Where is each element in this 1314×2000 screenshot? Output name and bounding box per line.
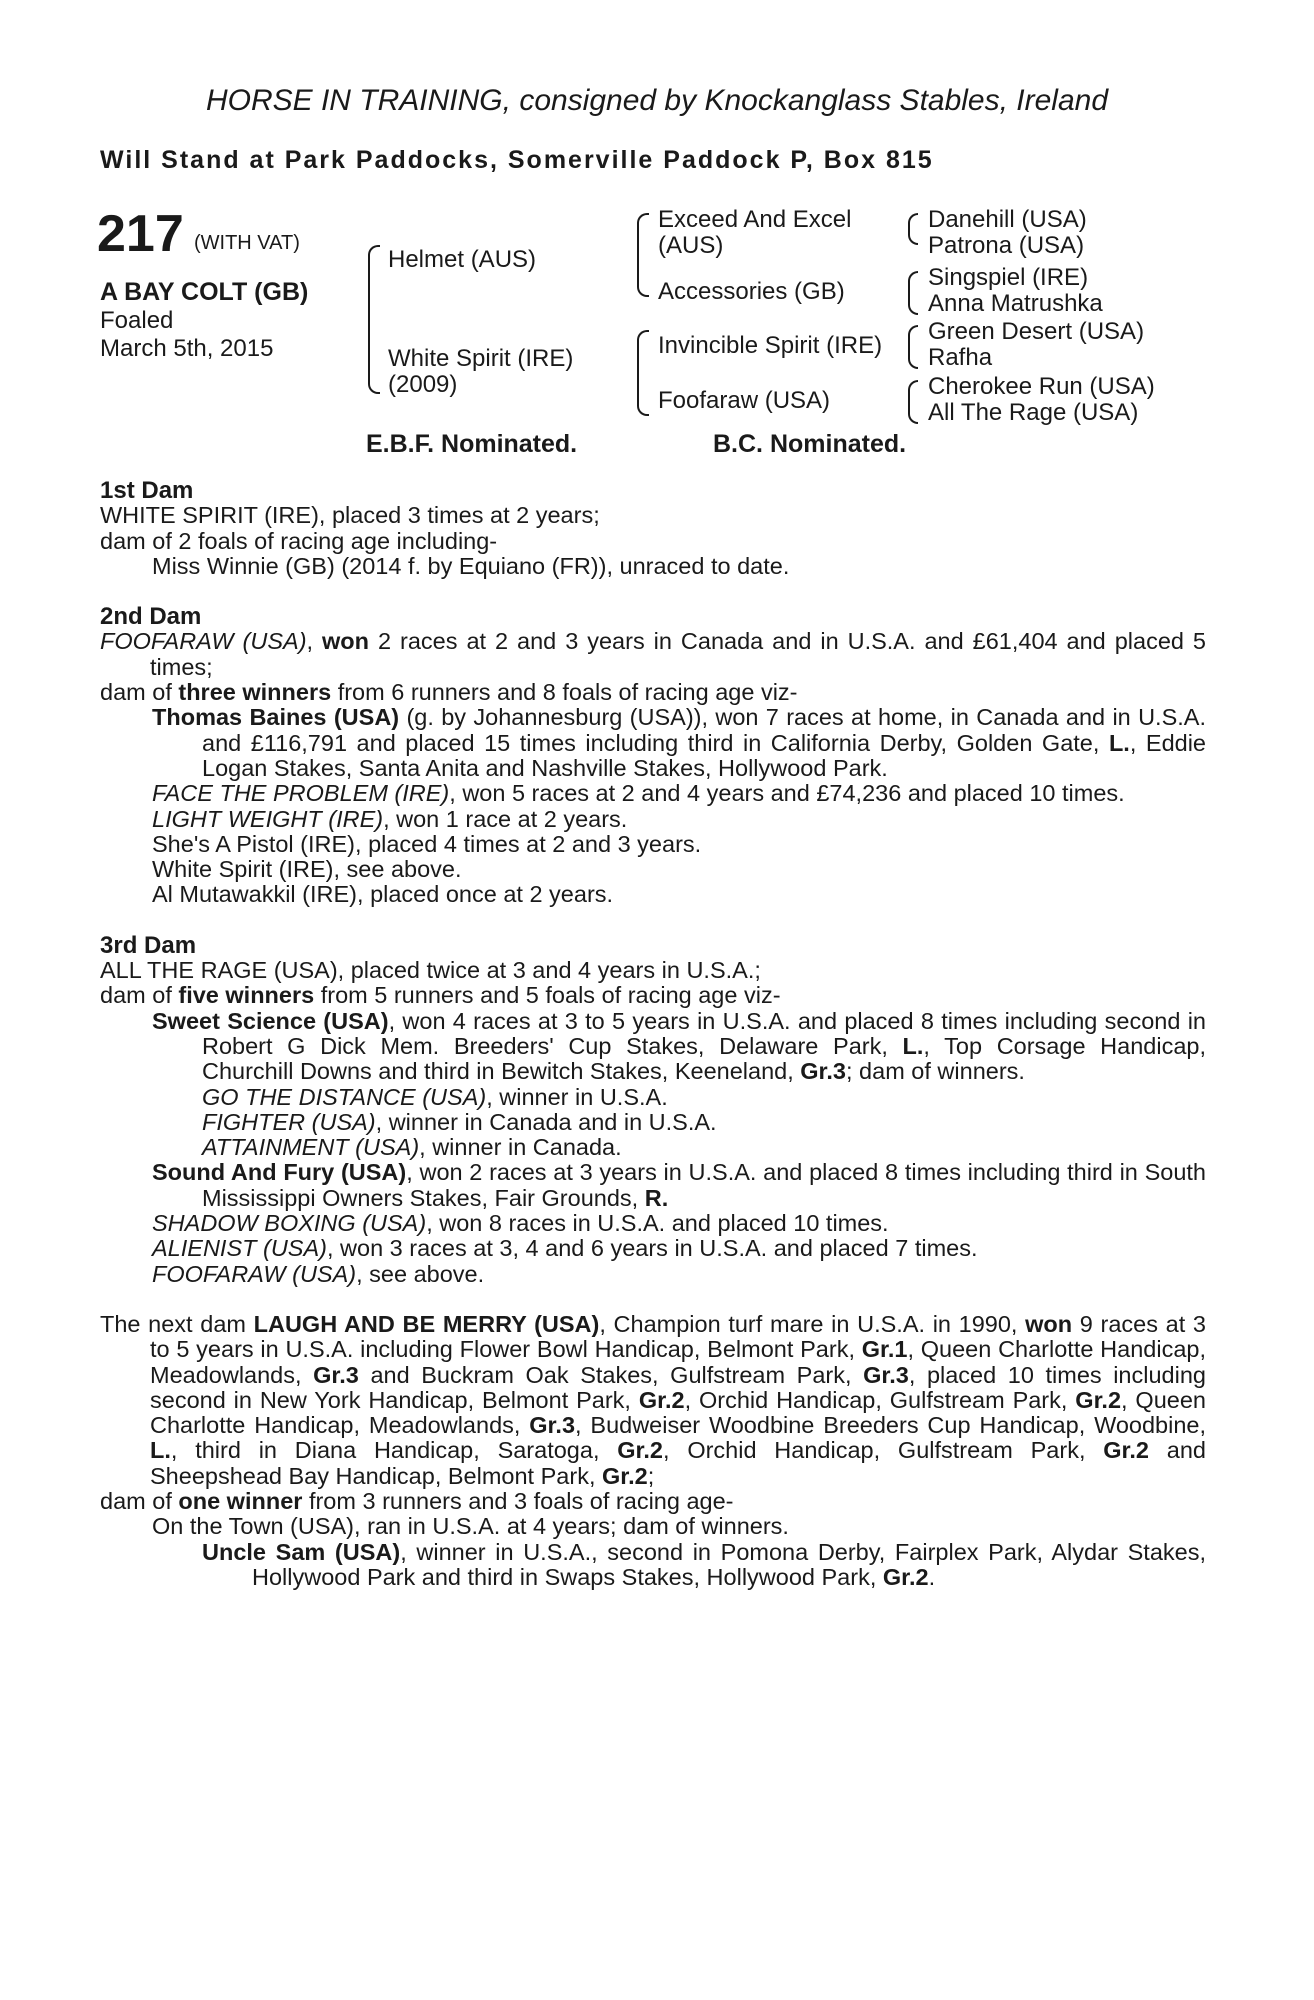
pedigree-dam-year: (2009) <box>388 371 458 398</box>
catalogue-body <box>100 478 1206 1590</box>
third-dam-heading: 3rd Dam <box>100 931 197 959</box>
bc-nominated: B.C. Nominated. <box>713 430 907 458</box>
next-dam-produce-intro: dam of one winner from 3 runners and 3 foals of racing age- <box>100 1487 734 1514</box>
ebf-nominated: E.B.F. Nominated. <box>366 430 578 458</box>
pedigree-brace-sd <box>908 271 918 315</box>
pedigree-sss: Danehill (USA) <box>928 206 1087 233</box>
list-item: LIGHT WEIGHT (IRE), won 1 race at 2 years. <box>152 805 628 832</box>
first-dam-heading: 1st Dam <box>100 477 194 504</box>
pedigree-sd: Accessories (GB) <box>658 278 845 305</box>
first-dam-produce: Miss Winnie (GB) (2014 f. by Equiano (FR)), unraced to date. <box>152 552 790 579</box>
list-item: On the Town (USA), ran in U.S.A. at 4 years; dam of winners. <box>152 1513 789 1540</box>
list-item: FIGHTER (USA), winner in Canada and in U.S.A. <box>202 1108 717 1135</box>
pedigree-dd: Foofaraw (USA) <box>658 387 831 414</box>
first-dam-line: WHITE SPIRIT (IRE), placed 3 times at 2 years; <box>100 502 600 529</box>
pedigree-brace-ss <box>908 213 918 245</box>
page-title: HORSE IN TRAINING, consigned by Knockanglass Stables, Ireland <box>205 84 1109 117</box>
pedigree-ds: Invincible Spirit (IRE) <box>658 332 883 359</box>
pedigree-ss-2: (AUS) <box>658 232 724 259</box>
list-item: SHADOW BOXING (USA), won 8 races in U.S.A. and placed 10 times. <box>152 1210 889 1237</box>
pedigree-dds: Cherokee Run (USA) <box>928 373 1155 400</box>
list-item: Al Mutawakkil (IRE), placed once at 2 years. <box>152 881 614 908</box>
list-item: ATTAINMENT (USA), winner in Canada. <box>202 1134 622 1161</box>
pedigree-brace-dd <box>908 380 918 424</box>
vat-note: (WITH VAT) <box>194 232 300 254</box>
pedigree-brace-main <box>368 245 380 394</box>
list-item: White Spirit (IRE), see above. <box>152 856 462 883</box>
stand-location: Will Stand at Park Paddocks, Somerville Paddock P, Box 815 <box>100 146 934 174</box>
pedigree-brace-dam <box>637 330 649 416</box>
second-dam-line: FOOFARAW (USA), won 2 races at 2 and 3 years in Canada and in U.S.A. and £61,404 and placed 5 times; <box>100 628 1206 680</box>
foaled-label: Foaled <box>100 307 174 334</box>
list-item: FACE THE PROBLEM (IRE), won 5 races at 2 and 4 years and £74,236 and placed 10 times. <box>152 780 1125 807</box>
next-dam-paragraph: The next dam LAUGH AND BE MERRY (USA), Champion turf mare in U.S.A. in 1990, won 9 races at 3 to 5 years in U.S.A. including Flower Bowl Handicap, Belmont Park, Gr.1, Queen Charlotte Handicap, Meadowlands, Gr.3 and Buckram Oak Stakes, Gulfstream Park, Gr.3, placed 10 times including second in New York Handicap, Belmont Park, Gr.2, Orchid Handicap, Gulfstream Park, Gr.2, Queen Charlotte Handicap, Meadowlands, Gr.3, Budweiser Woodbine Breeders Cup Handicap, Woodbine, L., third in Diana Handicap, Saratoga, Gr.2, Orchid Handicap, Gulfstream Park, Gr.2 and Sheepshead Bay Handicap, Belmont Park, Gr.2; <box>100 1310 1206 1489</box>
third-dam-line: ALL THE RAGE (USA), placed twice at 3 and 4 years in U.S.A.; <box>100 957 761 984</box>
pedigree-dsd: Rafha <box>928 344 993 371</box>
pedigree-ssd: Patrona (USA) <box>928 232 1085 259</box>
pedigree-brace-ds <box>908 325 918 369</box>
pedigree-sdd: Anna Matrushka <box>928 290 1103 317</box>
pedigree-dam: White Spirit (IRE) <box>388 345 574 372</box>
lot-description: A BAY COLT (GB) <box>100 278 309 306</box>
pedigree-brace-sire <box>637 213 649 297</box>
list-item: Thomas Baines (USA) (g. by Johannesburg (USA)), won 7 races at home, in Canada and in U.S.A. and £116,791 and placed 15 times including third in California Derby, Golden Gate, L., Eddie Logan Stakes, Santa Anita and Nashville Stakes, Hollywood Park. <box>152 704 1206 781</box>
list-item: GO THE DISTANCE (USA), winner in U.S.A. <box>202 1083 668 1110</box>
list-item: She's A Pistol (IRE), placed 4 times at 2 and 3 years. <box>152 830 702 857</box>
pedigree-dss: Green Desert (USA) <box>928 318 1145 345</box>
foaled-date: March 5th, 2015 <box>100 335 274 362</box>
second-dam-produce-intro: dam of three winners from 6 runners and 8 foals of racing age viz- <box>100 679 798 706</box>
pedigree-sire: Helmet (AUS) <box>388 246 537 273</box>
lot-info <box>100 278 360 363</box>
pedigree-ss-1: Exceed And Excel <box>658 206 852 233</box>
list-item: Uncle Sam (USA), winner in U.S.A., second in Pomona Derby, Fairplex Park, Alydar Stakes, Hollywood Park and third in Swaps Stakes, Hollywood Park, Gr.2. <box>202 1538 1206 1590</box>
first-dam-produce-intro: dam of 2 foals of racing age including- <box>100 527 498 554</box>
second-dam-heading: 2nd Dam <box>100 603 202 631</box>
lot-number: 217 <box>97 205 184 263</box>
list-item: FOOFARAW (USA), see above. <box>152 1260 485 1287</box>
list-item: Sweet Science (USA), won 4 races at 3 to 5 years in U.S.A. and placed 8 times including second in Robert G Dick Mem. Breeders' Cup Stakes, Delaware Park, L., Top Corsage Handicap, Churchill Downs and third in Bewitch Stakes, Keeneland, Gr.3; dam of winners. <box>152 1007 1206 1085</box>
list-item: ALIENIST (USA), won 3 races at 3, 4 and 6 years in U.S.A. and placed 7 times. <box>152 1235 978 1262</box>
pedigree-ddd: All The Rage (USA) <box>928 399 1139 426</box>
pedigree-sds: Singspiel (IRE) <box>928 264 1089 291</box>
third-dam-produce-intro: dam of five winners from 5 runners and 5 foals of racing age viz- <box>100 982 781 1009</box>
list-item: Sound And Fury (USA), won 2 races at 3 years in U.S.A. and placed 8 times including third in South Mississippi Owners Stakes, Fair Grounds, R. <box>152 1159 1206 1211</box>
